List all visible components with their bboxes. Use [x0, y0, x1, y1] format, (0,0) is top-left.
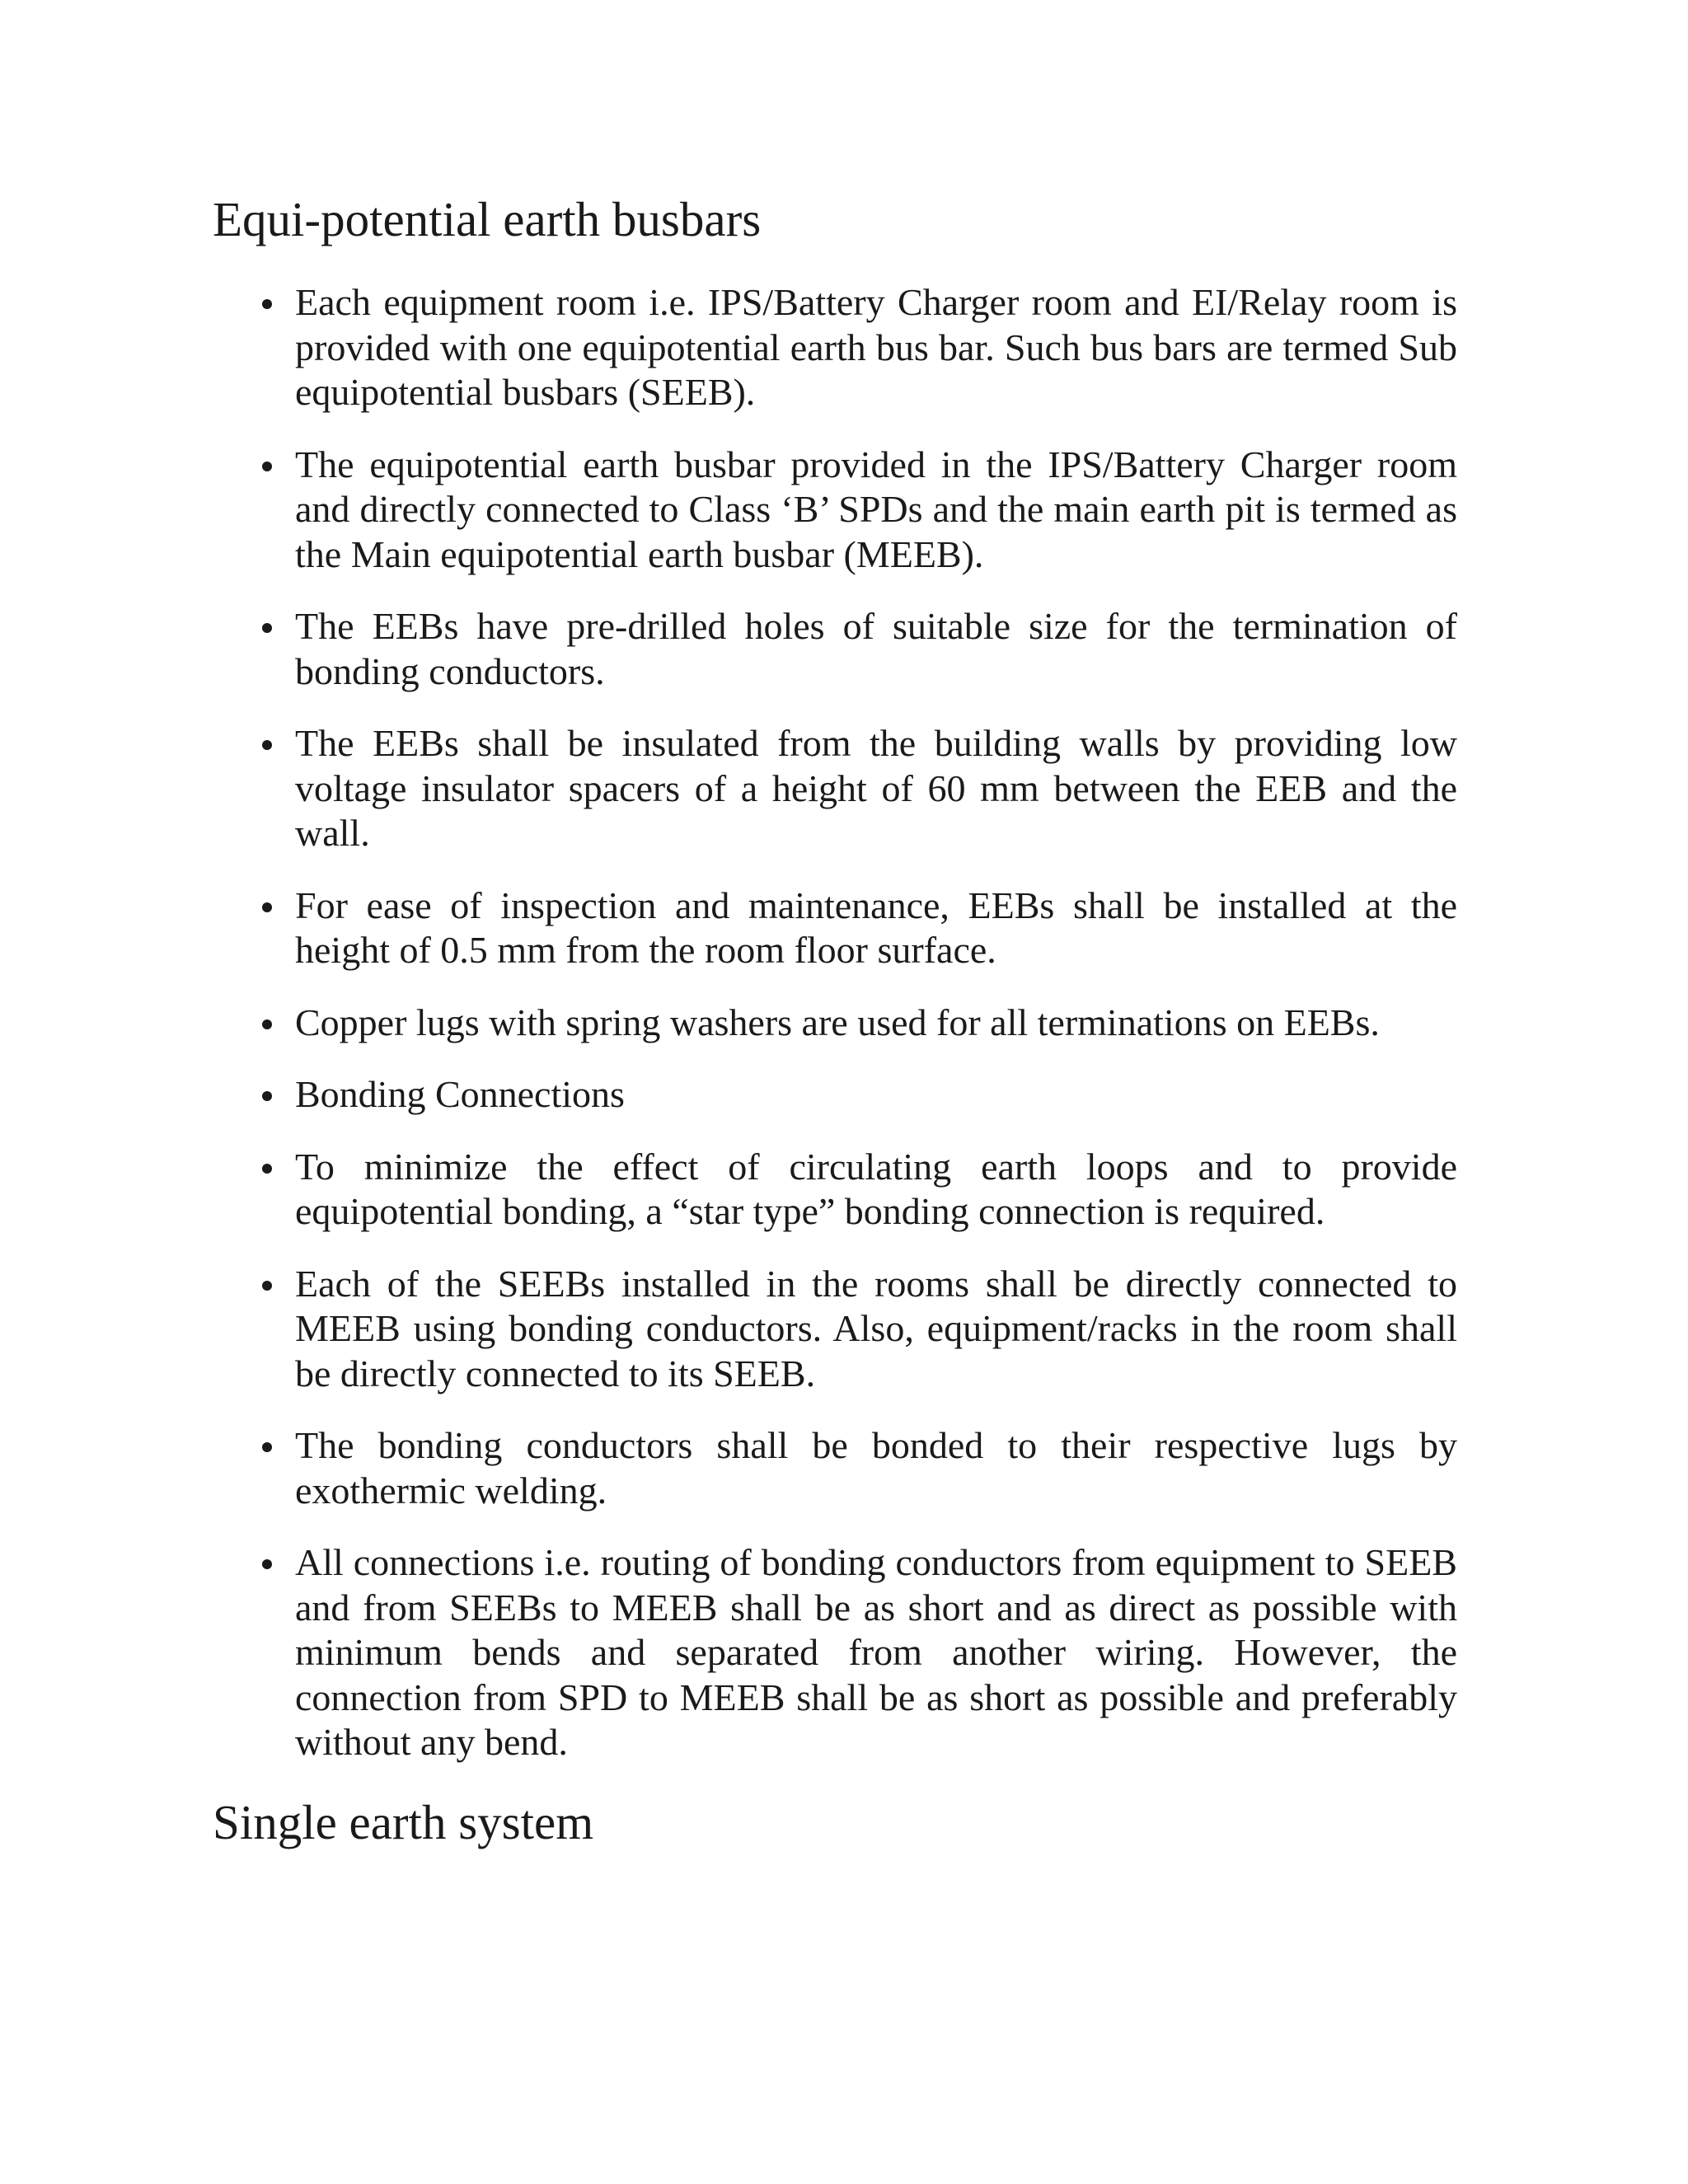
section-heading-single-earth-system: Single earth system [213, 1794, 594, 1849]
list-item-text: Bonding Connections [295, 1073, 625, 1115]
bullet-icon [262, 1281, 272, 1291]
list-item-text: Each equipment room i.e. IPS/Battery Charger room and EI/Relay room is provided with one equipotential earth bus bar. Such bus bars are termed Sub equipotential busbars (SEEB). [295, 281, 1457, 413]
list-item-text: All connections i.e. routing of bonding conductors from equipment to SEEB and from SEEBs to MEEB shall be as short and as direct as possible with minimum bends and separated from another wiring. However, the connection from SPD to MEEB shall be as short as possible and preferably without any bend. [295, 1541, 1457, 1763]
list-item [213, 883, 1457, 973]
list-item-text: To minimize the effect of circulating earth loops and to provide equipotential bonding, a “star type” bonding connection is required. [295, 1145, 1457, 1232]
bullet-icon [262, 1091, 272, 1101]
list-item-text: For ease of inspection and maintenance, EEBs shall be installed at the height of 0.5 mm from the room floor surface. [295, 883, 1457, 971]
document-page [213, 190, 1457, 1852]
list-item-text: The bonding conductors shall be bonded to their respective lugs by exothermic welding. [295, 1424, 1457, 1511]
section-heading-equipotential-busbars: Equi-potential earth busbars [213, 192, 762, 246]
list-item [213, 721, 1457, 856]
list-item [213, 1540, 1457, 1765]
bullet-icon [262, 1442, 272, 1452]
bullet-icon [262, 902, 272, 912]
list-item [213, 1072, 1457, 1118]
list-item [213, 1145, 1457, 1235]
list-item-text: Copper lugs with spring washers are used for all terminations on EEBs. [295, 1001, 1380, 1043]
bullet-icon [262, 1164, 272, 1174]
bullet-icon [262, 740, 272, 750]
bullet-list [213, 280, 1457, 1765]
bullet-icon [262, 623, 272, 633]
list-item-text: The EEBs shall be insulated from the building walls by providing low voltage insulator spacers of a height of 60 mm between the EEB and the wall. [295, 722, 1457, 854]
bullet-icon [262, 462, 272, 471]
bullet-icon [262, 1559, 272, 1569]
list-item [213, 604, 1457, 694]
list-item-text: The EEBs have pre-drilled holes of suitable size for the termination of bonding conductors. [295, 605, 1457, 692]
list-item [213, 280, 1457, 415]
list-item [213, 1001, 1457, 1046]
bullet-icon [262, 299, 272, 309]
list-item-text: The equipotential earth busbar provided in the IPS/Battery Charger room and directly connected to Class ‘B’ SPDs and the main earth pit is termed as the Main equipotential earth busbar (MEEB). [295, 443, 1457, 575]
list-item-text: Each of the SEEBs installed in the rooms shall be directly connected to MEEB using bonding conductors. Also, equipment/racks in the room shall be directly connected to its SEEB. [295, 1262, 1457, 1394]
bullet-icon [262, 1019, 272, 1029]
list-item [213, 443, 1457, 578]
list-item [213, 1423, 1457, 1513]
list-item [213, 1262, 1457, 1397]
